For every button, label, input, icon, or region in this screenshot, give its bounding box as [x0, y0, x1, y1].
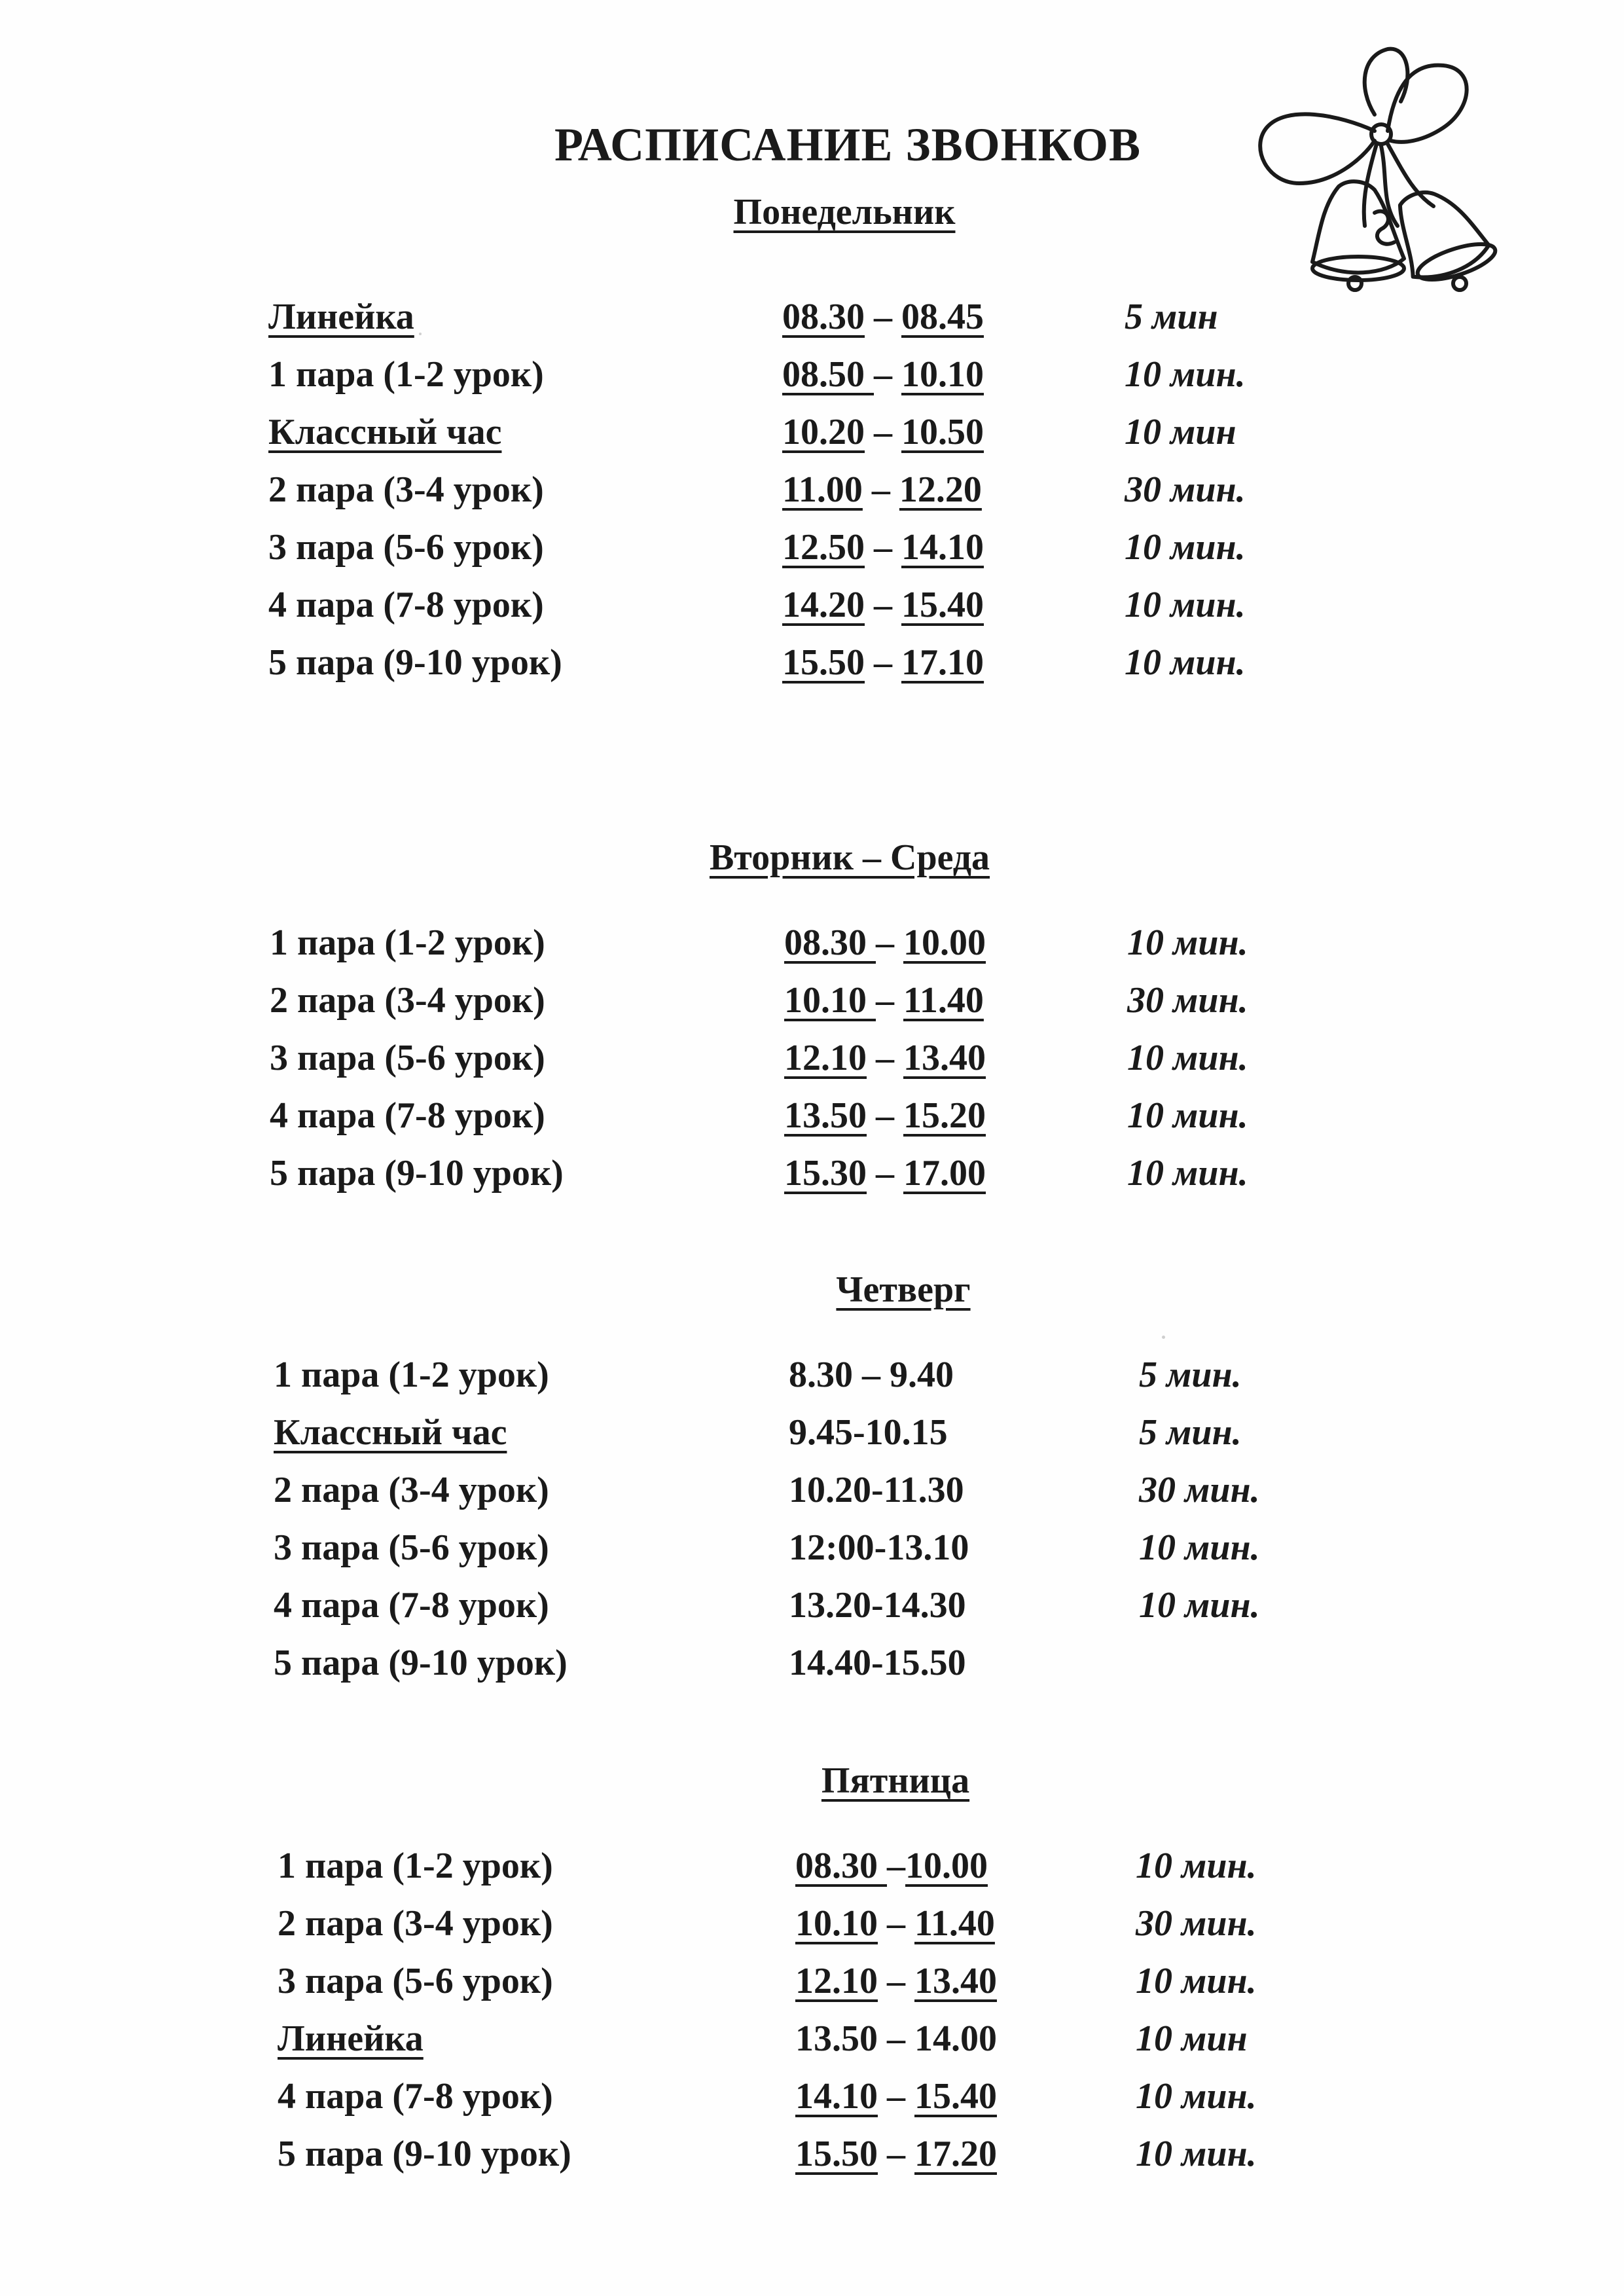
lesson-name: 1 пара (1-2 урок): [278, 1846, 553, 1886]
time-range: [795, 1845, 988, 1887]
schedule-row: [0, 1584, 1624, 1630]
day-heading: Вторник – Среда: [709, 837, 990, 878]
time-range: [782, 296, 984, 338]
start-time: 15.30: [784, 1153, 867, 1194]
start-time: 10.20: [789, 1470, 871, 1510]
lesson-name: 3 пара (5-6 урок): [268, 527, 544, 568]
start-time: 11.00: [782, 469, 863, 510]
time-separator: –: [876, 922, 903, 963]
lesson-name: 4 пара (7-8 урок): [268, 585, 544, 625]
schedule-row: [0, 411, 1624, 457]
lesson-name: Классный час: [274, 1412, 507, 1453]
end-time: 17.10: [901, 642, 984, 683]
lesson-name: 2 пара (3-4 урок): [274, 1470, 549, 1510]
time-range: [789, 1469, 964, 1511]
start-time: 10.20: [782, 412, 865, 452]
start-time: 08.30: [782, 297, 865, 337]
time-separator: –: [874, 354, 901, 395]
break-duration: 10 мин.: [1125, 642, 1246, 683]
break-duration: 10 мин: [1125, 412, 1236, 452]
end-time: 10.00: [905, 1846, 988, 1886]
break-duration: 30 мин.: [1136, 1903, 1257, 1944]
start-time: 15.50: [782, 642, 865, 683]
schedule-row: [0, 2133, 1624, 2179]
start-time: 08.50: [782, 354, 874, 395]
break-duration: 10 мин.: [1136, 1961, 1257, 2001]
schedule-row: [0, 922, 1624, 968]
time-range: [782, 584, 984, 626]
end-time: 17.00: [903, 1153, 986, 1194]
lesson-name: 3 пара (5-6 урок): [278, 1961, 553, 2001]
end-time: 11.40: [914, 1903, 995, 1944]
lesson-name: 1 пара (1-2 урок): [268, 354, 544, 395]
time-range: [789, 1642, 966, 1684]
lesson-name: Линейка: [278, 2018, 424, 2059]
end-time: 15.40: [914, 2076, 997, 2117]
schedule-row: [0, 1152, 1624, 1198]
break-duration: 10 мин.: [1127, 1153, 1248, 1194]
time-range: [789, 1527, 969, 1569]
schedule-row: [0, 296, 1624, 342]
start-time: 12.50: [782, 527, 865, 568]
time-separator: –: [878, 2134, 914, 2174]
schedule-row: [0, 1960, 1624, 2006]
time-range: [782, 411, 984, 453]
start-time: 8.30: [789, 1355, 853, 1395]
schedule-row: [0, 584, 1624, 630]
time-range: [795, 2018, 997, 2060]
schedule-row: [0, 526, 1624, 572]
end-time: 10.15: [865, 1412, 948, 1453]
time-separator: –: [878, 2076, 914, 2117]
break-duration: 10 мин.: [1125, 354, 1246, 395]
break-duration: 10 мин.: [1136, 2134, 1257, 2174]
time-range: [795, 1903, 995, 1944]
break-duration: 10 мин.: [1136, 2076, 1257, 2117]
break-duration: 30 мин.: [1139, 1470, 1260, 1510]
time-range: [795, 2133, 997, 2175]
lesson-name: 4 пара (7-8 урок): [270, 1095, 545, 1136]
time-range: [784, 922, 986, 964]
start-time: 08.30: [795, 1846, 887, 1886]
time-range: [784, 979, 984, 1021]
schedule-row: [0, 642, 1624, 687]
start-time: 12:00: [789, 1527, 875, 1568]
schedule-row: [0, 1527, 1624, 1573]
schedule-row: [0, 1845, 1624, 1891]
end-time: 11.40: [903, 980, 984, 1021]
time-separator: -: [853, 1412, 865, 1453]
schedule-row: [0, 2018, 1624, 2064]
bells-with-bow-icon: [1247, 36, 1555, 298]
end-time: 13.10: [886, 1527, 969, 1568]
break-duration: 10 мин.: [1139, 1527, 1260, 1568]
time-range: [782, 526, 984, 568]
end-time: 13.40: [914, 1961, 997, 2001]
end-time: 15.40: [901, 585, 984, 625]
schedule-row: [0, 469, 1624, 515]
start-time: 10.10: [784, 980, 876, 1021]
schedule-row: [0, 2075, 1624, 2121]
schedule-row: [0, 1642, 1624, 1688]
break-duration: 10 мин.: [1127, 1038, 1248, 1078]
time-separator: –: [865, 297, 901, 337]
lesson-name: 4 пара (7-8 урок): [274, 1585, 549, 1626]
time-separator: -: [871, 1470, 884, 1510]
time-separator: -: [871, 1643, 884, 1683]
start-time: 14.10: [795, 2076, 878, 2117]
end-time: 15.50: [883, 1643, 966, 1683]
time-separator: –: [867, 1153, 903, 1194]
time-separator: –: [878, 1903, 914, 1944]
time-separator: –: [878, 1961, 914, 2001]
end-time: 10.50: [901, 412, 984, 452]
time-separator: -: [871, 1585, 884, 1626]
lesson-name: 5 пара (9-10 урок): [268, 642, 562, 683]
end-time: 10.00: [903, 922, 986, 963]
time-separator: –: [867, 1038, 903, 1078]
scan-speck: [419, 333, 422, 335]
schedule-row: [0, 1412, 1624, 1457]
break-duration: 10 мин: [1136, 2018, 1248, 2059]
time-range: [784, 1095, 986, 1137]
time-separator: –: [865, 527, 901, 568]
time-range: [789, 1354, 954, 1396]
day-heading: Пятница: [821, 1760, 970, 1801]
break-duration: 10 мин.: [1136, 1846, 1257, 1886]
schedule-row: [0, 354, 1624, 399]
time-separator: –: [865, 585, 901, 625]
time-range: [782, 354, 984, 395]
break-duration: 5 мин: [1125, 297, 1218, 337]
time-range: [789, 1584, 966, 1626]
time-range: [784, 1152, 986, 1194]
time-separator: –: [853, 1355, 890, 1395]
end-time: 14.00: [914, 2018, 997, 2059]
start-time: 9.45: [789, 1412, 853, 1453]
scan-speck: [1162, 1336, 1165, 1339]
break-duration: 5 мин.: [1139, 1355, 1242, 1395]
time-range: [784, 1037, 986, 1079]
start-time: 13.20: [789, 1585, 871, 1626]
lesson-name: 2 пара (3-4 урок): [270, 980, 545, 1021]
start-time: 13.50: [784, 1095, 867, 1136]
day-heading: Понедельник: [733, 192, 956, 232]
time-separator: –: [865, 642, 901, 683]
time-separator: –: [865, 412, 901, 452]
break-duration: 30 мин.: [1125, 469, 1246, 510]
start-time: 10.10: [795, 1903, 878, 1944]
start-time: 14.40: [789, 1643, 871, 1683]
time-separator: –: [876, 980, 903, 1021]
break-duration: 5 мин.: [1139, 1412, 1242, 1453]
lesson-name: Линейка: [268, 297, 414, 337]
time-range: [789, 1412, 948, 1453]
lesson-name: 2 пара (3-4 урок): [268, 469, 544, 510]
end-time: 15.20: [903, 1095, 986, 1136]
break-duration: 30 мин.: [1127, 980, 1248, 1021]
lesson-name: 5 пара (9-10 урок): [270, 1153, 564, 1194]
time-separator: –: [862, 469, 899, 510]
lesson-name: 5 пара (9-10 урок): [278, 2134, 571, 2174]
end-time: 11.30: [883, 1470, 964, 1510]
schedule-row: [0, 1037, 1624, 1083]
break-duration: 10 мин.: [1127, 1095, 1248, 1136]
start-time: 15.50: [795, 2134, 878, 2174]
end-time: 17.20: [914, 2134, 997, 2174]
lesson-name: 5 пара (9-10 урок): [274, 1643, 568, 1683]
time-range: [782, 642, 984, 683]
lesson-name: Классный час: [268, 412, 502, 452]
end-time: 13.40: [903, 1038, 986, 1078]
time-range: [782, 469, 982, 511]
end-time: 14.10: [901, 527, 984, 568]
end-time: 12.20: [899, 469, 982, 510]
break-duration: 10 мин.: [1125, 527, 1246, 568]
end-time: 10.10: [901, 354, 984, 395]
schedule-row: [0, 1354, 1624, 1400]
start-time: 12.10: [784, 1038, 867, 1078]
start-time: 12.10: [795, 1961, 878, 2001]
lesson-name: 1 пара (1-2 урок): [270, 922, 545, 963]
lesson-name: 4 пара (7-8 урок): [278, 2076, 553, 2117]
break-duration: 10 мин.: [1127, 922, 1248, 963]
start-time: 13.50: [795, 2018, 878, 2059]
time-range: [795, 1960, 997, 2002]
lesson-name: 3 пара (5-6 урок): [270, 1038, 545, 1078]
page-title: РАСПИСАНИЕ ЗВОНКОВ: [554, 118, 1142, 171]
lesson-name: 3 пара (5-6 урок): [274, 1527, 549, 1568]
lesson-name: 2 пара (3-4 урок): [278, 1903, 553, 1944]
start-time: 14.20: [782, 585, 865, 625]
time-separator: -: [874, 1527, 887, 1568]
break-duration: 10 мин.: [1139, 1585, 1260, 1626]
time-range: [795, 2075, 997, 2117]
schedule-row: [0, 979, 1624, 1025]
day-heading: Четверг: [836, 1269, 971, 1310]
end-time: 9.40: [890, 1355, 954, 1395]
time-separator: –: [867, 1095, 903, 1136]
time-separator: –: [878, 2018, 914, 2059]
lesson-name: 1 пара (1-2 урок): [274, 1355, 549, 1395]
time-separator: –: [887, 1846, 905, 1886]
break-duration: 10 мин.: [1125, 585, 1246, 625]
start-time: 08.30: [784, 922, 876, 963]
end-time: 08.45: [901, 297, 984, 337]
schedule-row: [0, 1469, 1624, 1515]
schedule-row: [0, 1095, 1624, 1140]
end-time: 14.30: [883, 1585, 966, 1626]
schedule-row: [0, 1903, 1624, 1948]
